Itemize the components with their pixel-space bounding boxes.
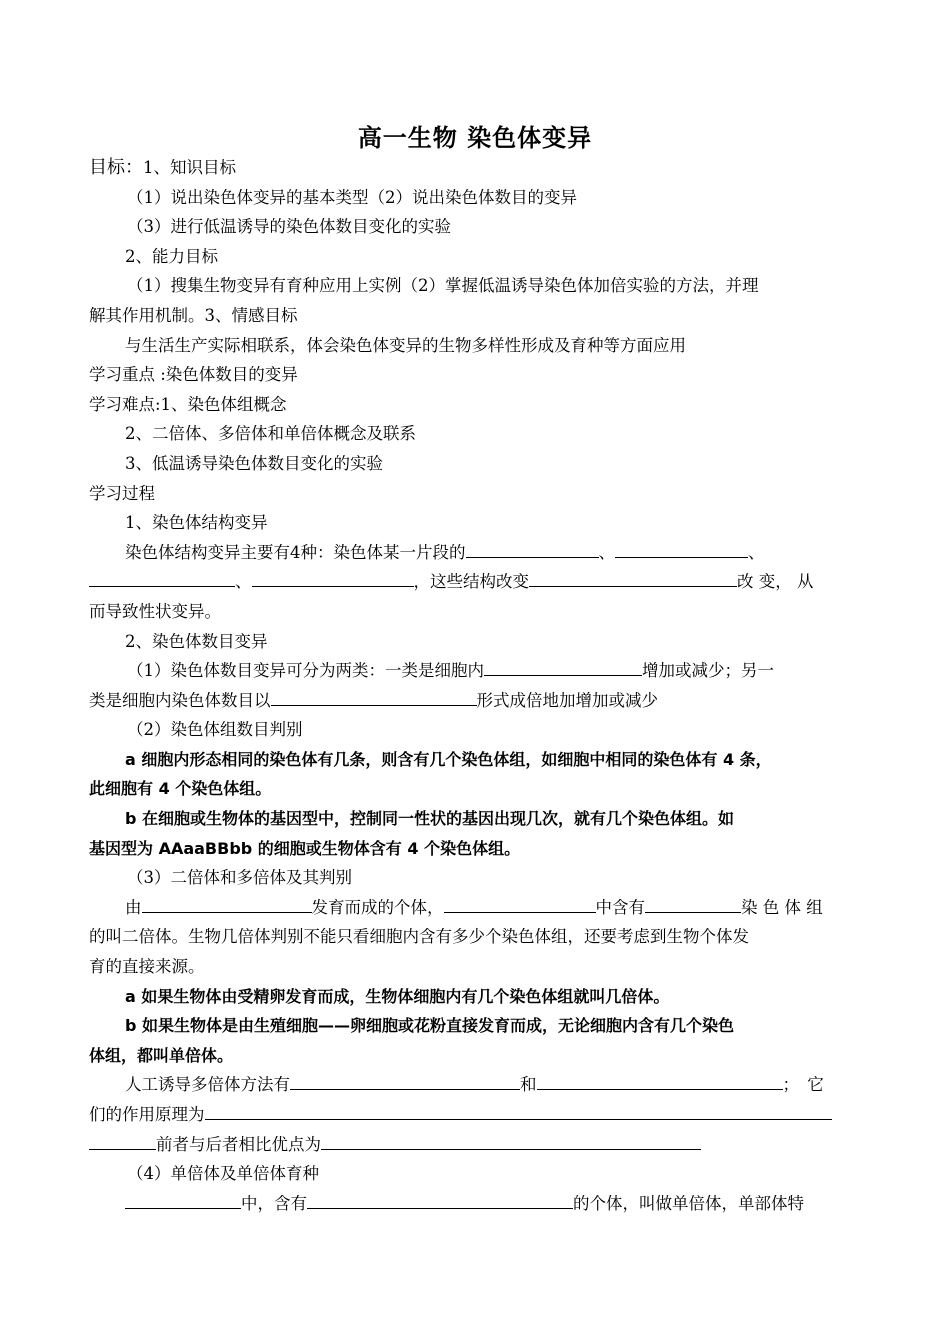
goal-emotion: 与生活生产实际相联系，体会染色体变异的生物多样性形成及育种等方面应用: [125, 335, 686, 355]
process-heading: 学习过程: [89, 483, 155, 503]
difficulty-line1: 学习难点:1、染色体组概念: [89, 394, 287, 414]
blank-field[interactable]: [271, 686, 477, 706]
blank-field[interactable]: [537, 1070, 783, 1090]
key-point: 学习重点 :染色体数目的变异: [89, 365, 298, 385]
section2-2a-line2: 此细胞有 4 个染色体组。: [89, 779, 272, 799]
section2-3-note-b-line2: 体组，都叫单倍体。: [89, 1045, 234, 1065]
blank-field[interactable]: [307, 1189, 573, 1209]
blank-field[interactable]: [615, 538, 748, 558]
section1-line1: 染色体结构变异主要有4种：染色体某一片段的 、 、: [89, 538, 862, 568]
section2-3-line3: 育的直接来源。: [89, 957, 205, 977]
section2-3-note-a: a 如果生物体由受精卵发育而成，生物体细胞内有几个染色体组就叫几倍体。: [125, 986, 670, 1006]
blank-field[interactable]: [290, 1070, 520, 1090]
blank-field[interactable]: [142, 893, 312, 913]
section2-3-method-line2: 们的作用原理为: [89, 1100, 862, 1130]
section2-3-method-line3: 前者与后者相比优点为: [89, 1130, 862, 1160]
goal-knowledge-2: （3）进行低温诱导的染色体数目变化的实验: [127, 217, 451, 237]
section2-2b-line1: b 在细胞或生物体的基因型中，控制同一性状的基因出现几次，就有几个染色体组。如: [125, 809, 735, 829]
blank-field[interactable]: [89, 567, 235, 587]
difficulty-line3: 3、低温诱导染色体数目变化的实验: [125, 453, 383, 473]
section2-2-title: （2）染色体组数目判别: [127, 720, 303, 740]
goal-knowledge-1: （1）说出染色体变异的基本类型（2）说出染色体数目的变异: [127, 187, 577, 207]
blank-field[interactable]: [205, 1100, 832, 1120]
goal-ability-line1: （1）搜集生物变异有育种应用上实例（2）掌握低温诱导染色体加倍实验的方法，并理: [127, 276, 759, 296]
section2-4-line1: 中，含有 的个体，叫做单倍体，单部体特: [89, 1189, 862, 1219]
goals-heading: 目标：1、知识目标: [89, 157, 236, 178]
blank-field[interactable]: [529, 567, 737, 587]
blank-field[interactable]: [125, 1189, 241, 1209]
section2-2a-line1: a 细胞内形态相同的染色体有几条，则含有几个染色体组，如细胞中相同的染色体有 4 条，: [125, 749, 772, 769]
section2-2b-line2: 基因型为 AAaaBBbb 的细胞或生物体含有 4 个染色体组。: [89, 838, 521, 858]
section2-3-line2: 的叫二倍体。生物几倍体判别不能只看细胞内含有多少个染色体组，还要考虑到生物个体发: [89, 927, 749, 947]
blank-field[interactable]: [89, 1130, 156, 1150]
blank-field[interactable]: [484, 656, 642, 676]
section2-1-line2: 类是细胞内染色体数目以 形式成倍地加增加或减少: [89, 686, 862, 716]
page-title: 高一生物 染色体变异: [357, 123, 593, 152]
section1-line3: 而导致性状变异。: [89, 601, 221, 621]
section2-1-line1: （1）染色体数目变异可分为两类：一类是细胞内 增加或减少；另一: [89, 656, 862, 686]
blank-field[interactable]: [645, 893, 741, 913]
blank-field[interactable]: [466, 538, 599, 558]
section2-title: 2、染色体数目变异: [125, 631, 268, 651]
section1-line2: 、 ，这些结构改变 改 变， 从: [89, 567, 862, 597]
goal-ability-heading: 2、能力目标: [125, 246, 218, 266]
section1-title: 1、染色体结构变异: [125, 513, 268, 533]
section2-3-note-b-line1: b 如果生物体是由生殖细胞——卵细胞或花粉直接发育而成，无论细胞内含有几个染色: [125, 1016, 735, 1036]
document-body: [89, 153, 862, 1218]
difficulty-line2: 2、二倍体、多倍体和单倍体概念及联系: [125, 424, 416, 444]
blank-field[interactable]: [321, 1130, 701, 1150]
goal-ability-line2: 解其作用机制。3、情感目标: [89, 305, 298, 325]
blank-field[interactable]: [444, 893, 596, 913]
blank-field[interactable]: [252, 567, 414, 587]
section2-3-title: （3）二倍体和多倍体及其判别: [127, 868, 352, 888]
section2-3-line1: 由 发育而成的个体， 中含有 染 色 体 组: [89, 893, 862, 923]
section2-3-method-line1: 人工诱导多倍体方法有 和 ； 它: [89, 1070, 862, 1100]
section2-4-title: （4）单倍体及单倍体育种: [127, 1164, 319, 1184]
